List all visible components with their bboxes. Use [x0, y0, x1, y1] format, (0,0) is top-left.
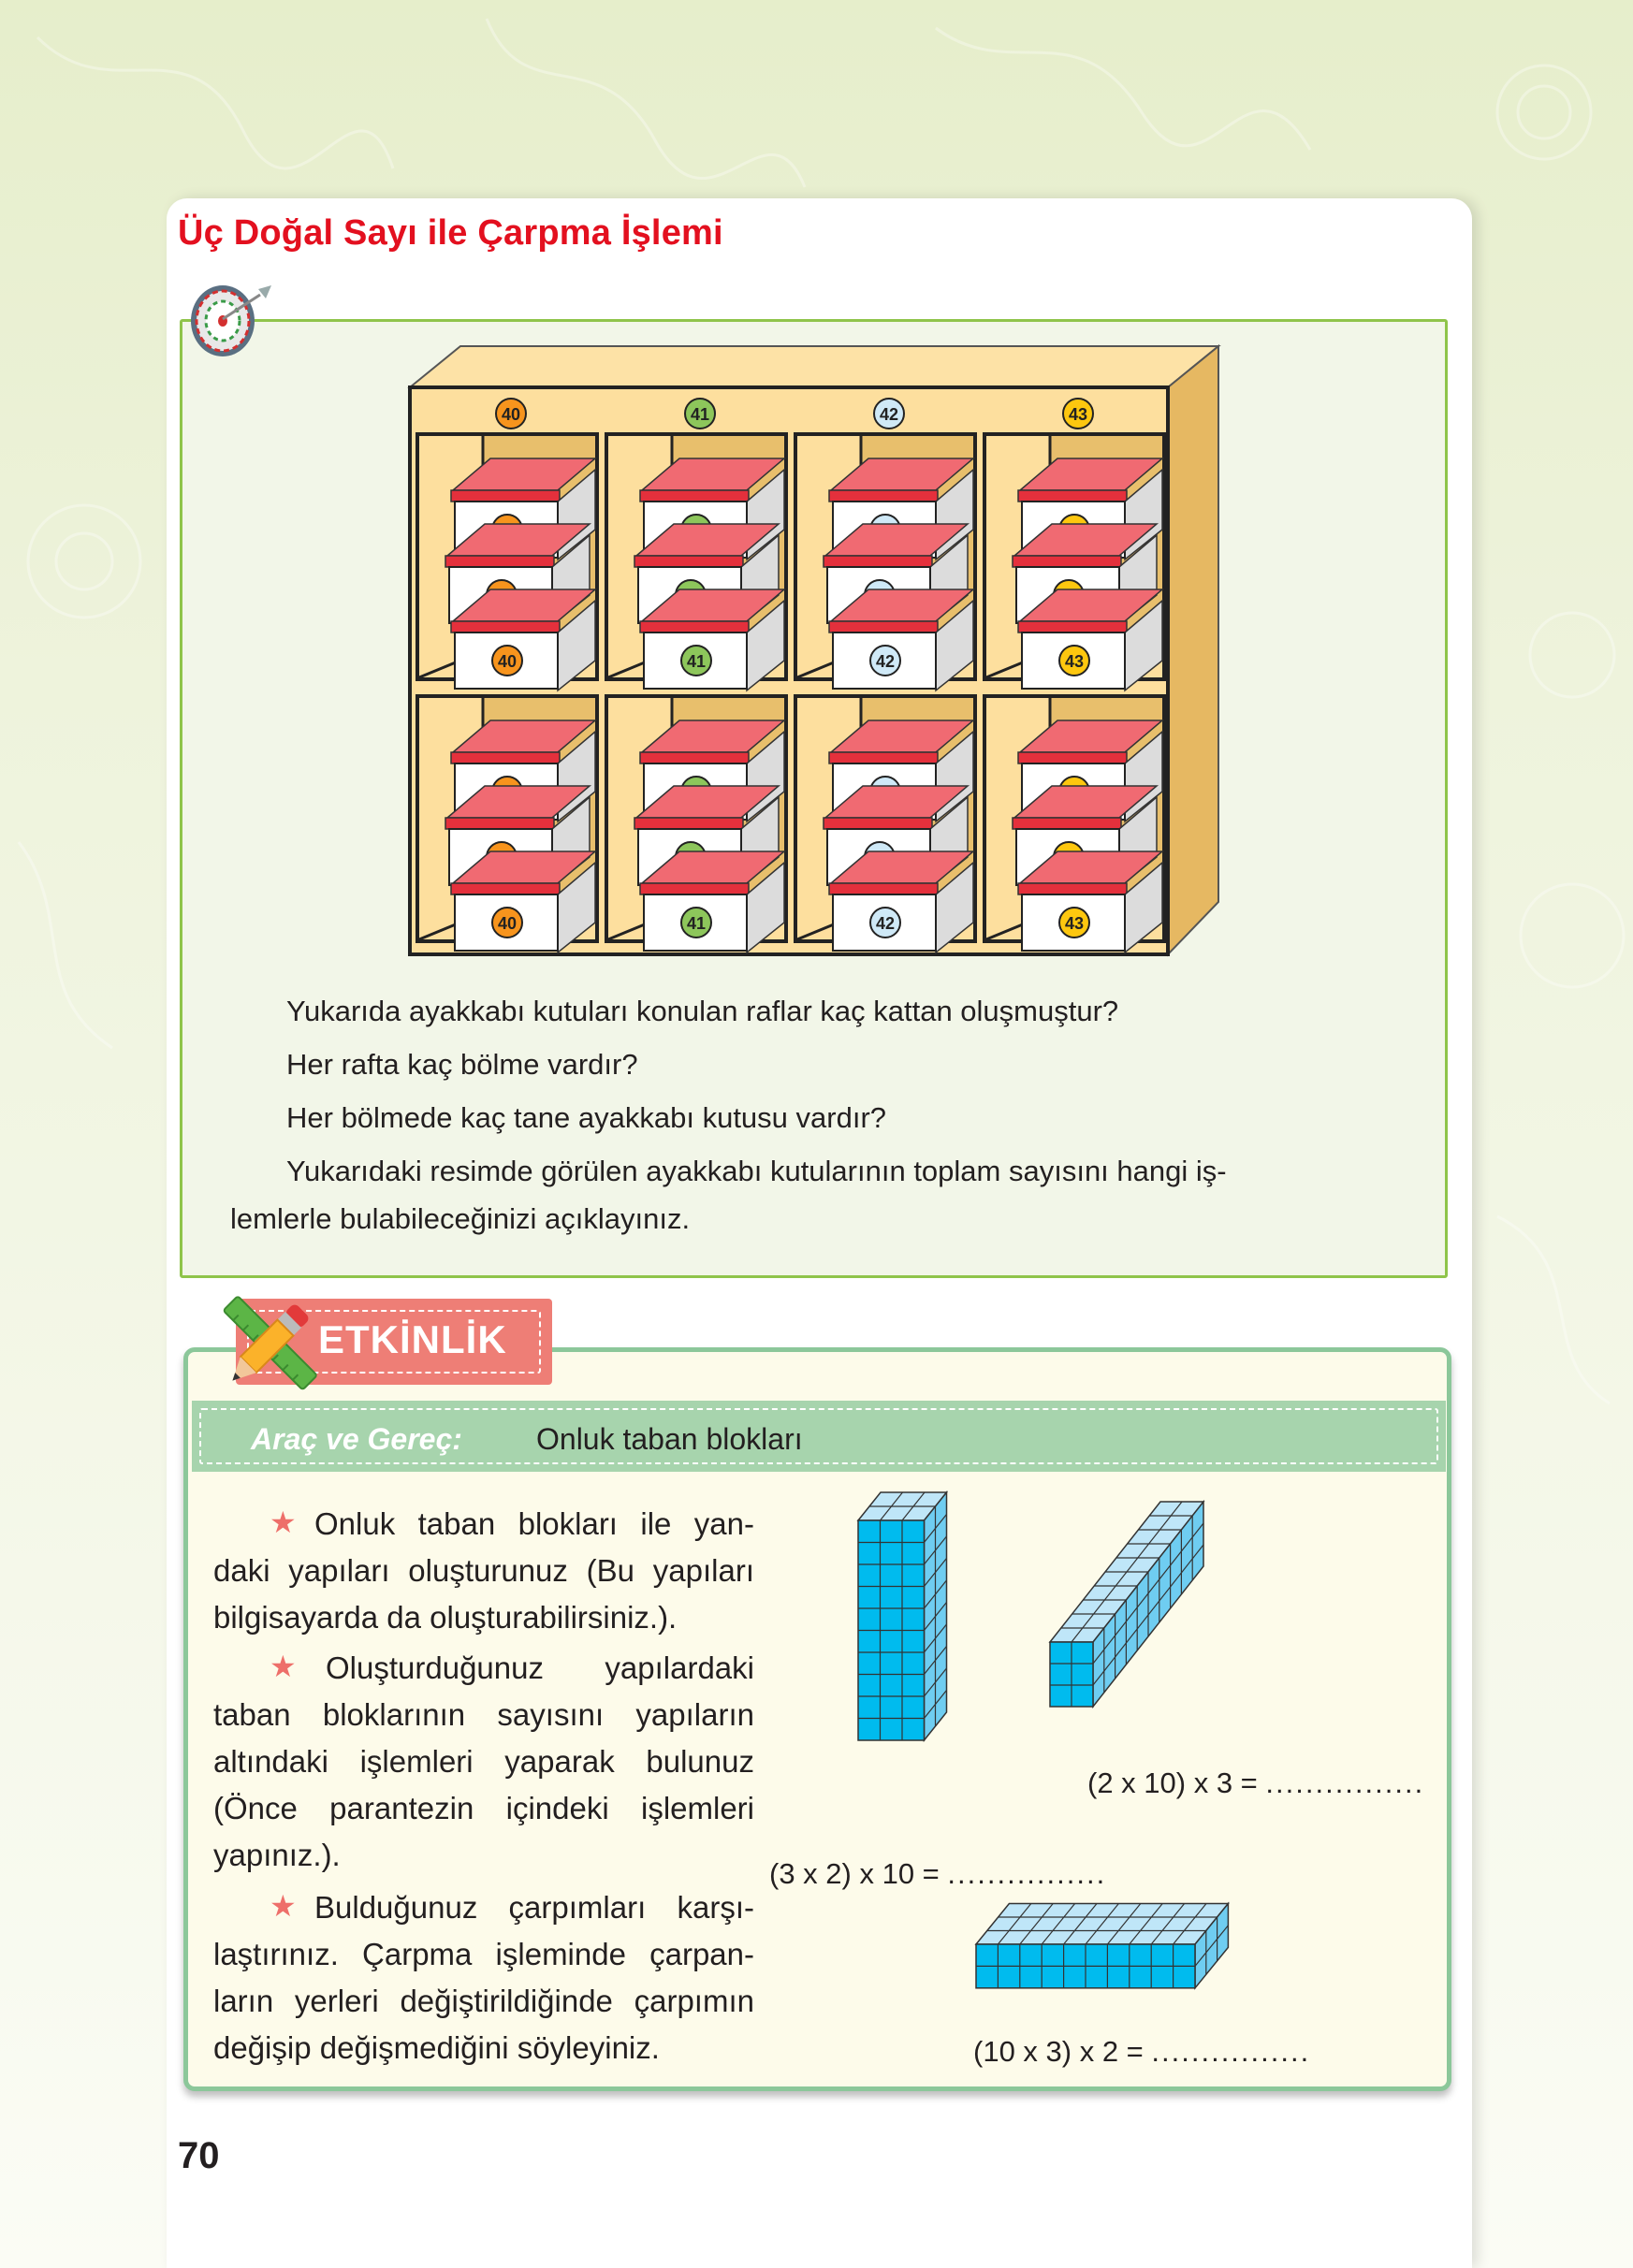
instruction-3-line-4: değişip değişmediğini söyleyiniz.	[213, 2030, 660, 2065]
svg-text:43: 43	[1068, 405, 1088, 424]
svg-text:41: 41	[686, 914, 707, 933]
tools-value: Onluk taban blokları	[536, 1422, 803, 1456]
svg-text:43: 43	[1064, 914, 1085, 933]
instruction-1-line-1: Onluk taban blokları ile yan-	[314, 1506, 754, 1541]
page-number: 70	[178, 2135, 220, 2176]
star-bullet-icon: ★	[270, 1650, 297, 1683]
equation-3-answer-blank[interactable]: ................	[1151, 2035, 1311, 2068]
equation-2	[1087, 1766, 1424, 1800]
instruction-1-line-3: bilgisayarda da oluşturabilirsiniz.).	[213, 1600, 678, 1635]
instruction-2-line-2: taban bloklarının sayısını yapıların	[213, 1697, 754, 1732]
equation-3-expression: (10 x 3) x 2 =	[973, 2035, 1144, 2068]
question-4-line-2: lemlerle bulabileceğinizi açıklayınız.	[230, 1202, 691, 1235]
instruction-2-line-5: yapınız.).	[213, 1838, 341, 1872]
tools-label: Araç ve Gereç:	[251, 1422, 462, 1456]
equation-2-expression: (2 x 10) x 3 =	[1087, 1766, 1258, 1799]
svg-text:42: 42	[879, 405, 899, 424]
question-2: Her rafta kaç bölme vardır?	[286, 1048, 638, 1081]
activity-tab-label: ETKİNLİK	[318, 1317, 507, 1361]
question-4-line-1: Yukarıdaki resimde görülen ayakkabı kutularının toplam sayısını hangi iş-	[286, 1155, 1227, 1187]
instruction-2-line-4: (Önce parantezin içindeki işlemleri	[213, 1791, 754, 1825]
instruction-3-line-3: ların yerleri değiştirildiğinde çarpımın	[213, 1984, 754, 2018]
svg-text:42: 42	[875, 652, 896, 671]
page-title: Üç Doğal Sayı ile Çarpma İşlemi	[178, 213, 723, 253]
svg-text:40: 40	[501, 405, 521, 424]
svg-text:41: 41	[686, 652, 707, 671]
equation-1-answer-blank[interactable]: ................	[947, 1857, 1107, 1890]
equation-3	[973, 2035, 1310, 2069]
equation-1-expression: (3 x 2) x 10 =	[769, 1857, 940, 1890]
svg-text:40: 40	[497, 652, 518, 671]
svg-text:41: 41	[690, 405, 710, 424]
star-bullet-icon: ★	[270, 1889, 297, 1923]
instruction-3-line-2: laştırınız. Çarpma işleminde çarpan-	[213, 1937, 754, 1971]
instruction-3-line-1: Bulduğunuz çarpımları karşı-	[314, 1890, 754, 1925]
instruction-2-line-3: altındaki işlemleri yaparak bulunuz	[213, 1744, 754, 1779]
svg-text:42: 42	[875, 914, 896, 933]
question-3: Her bölmede kaç tane ayakkabı kutusu vardır?	[286, 1101, 887, 1134]
instruction-1-line-2: daki yapıları oluşturunuz (Bu yapıları	[213, 1553, 754, 1588]
svg-text:43: 43	[1064, 652, 1085, 671]
svg-text:40: 40	[497, 914, 518, 933]
instruction-2-line-1: Oluşturduğunuz yapılardaki	[326, 1650, 754, 1685]
equation-1	[769, 1857, 1106, 1891]
equation-2-answer-blank[interactable]: ................	[1265, 1766, 1425, 1799]
star-bullet-icon: ★	[270, 1505, 297, 1539]
question-1: Yukarıda ayakkabı kutuları konulan raflar kaç kattan oluşmuştur?	[286, 995, 1119, 1027]
